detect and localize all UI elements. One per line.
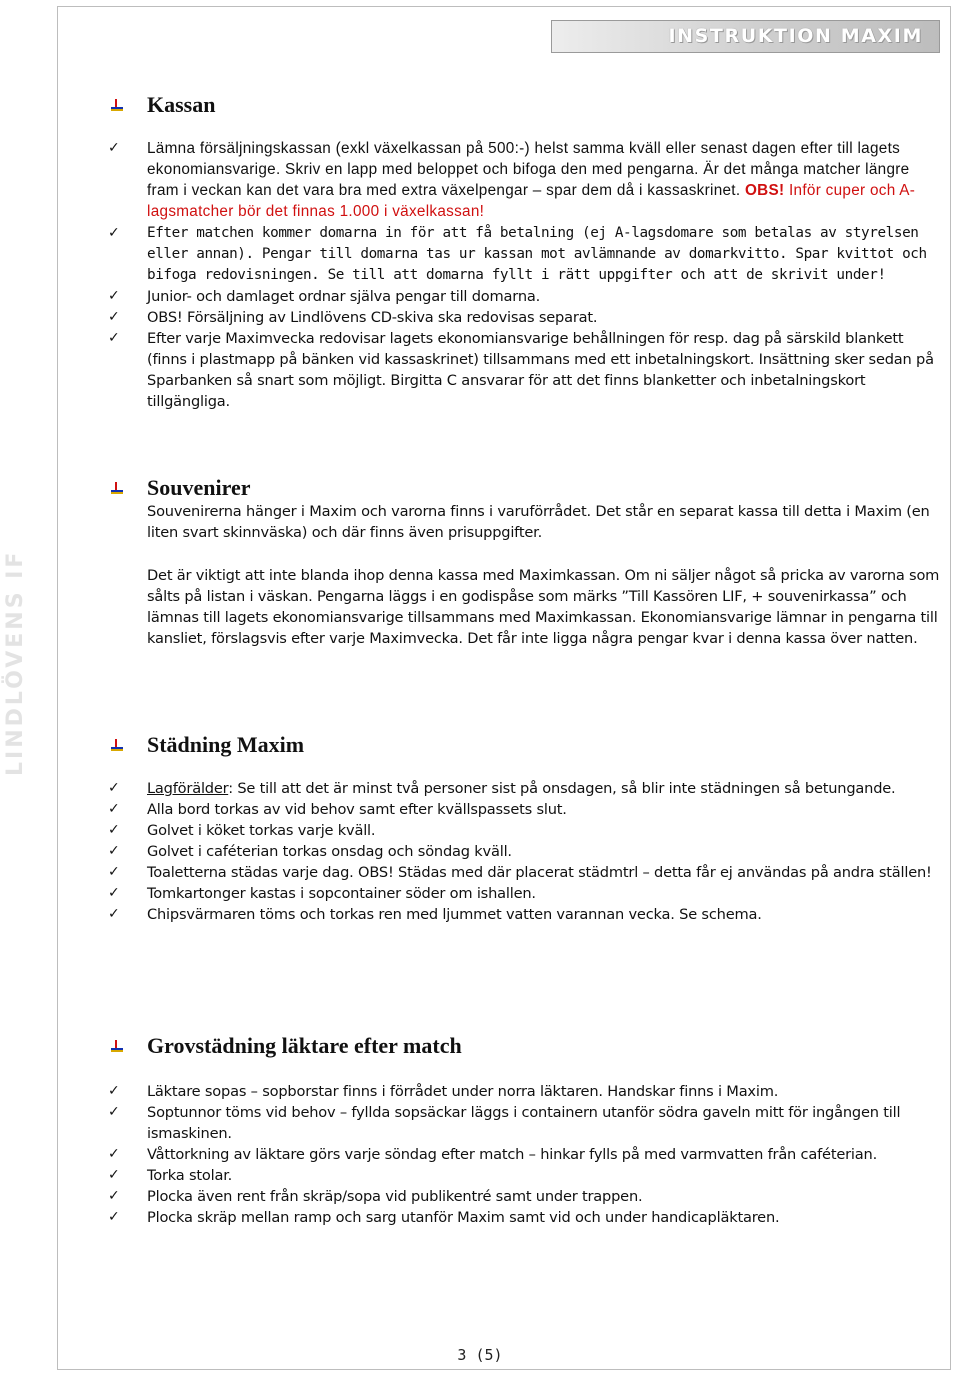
flag-bullet-icon [110, 738, 124, 752]
checkmark-icon: ✓ [108, 309, 120, 325]
souvenirer-paragraph-1: Souvenirerna hänger i Maxim och varorna finns i varuförrådet. Det står en separat kassa till detta i Maxim (en liten svart skinnväska) och där finns även prisuppgifter. [147, 503, 930, 541]
item-text: Toaletterna städas varje dag. OBS! Städas med där placerat städmtrl – detta får ej användas på andra ställen! [147, 864, 932, 881]
list-item [108, 1081, 942, 1102]
list-item [108, 799, 942, 820]
list-item [108, 1102, 942, 1144]
checkmark-icon: ✓ [108, 1167, 120, 1183]
list-item [108, 307, 942, 328]
section-grovstadning-heading [110, 1033, 462, 1059]
item-text: Golvet i köket torkas varje kväll. [147, 822, 376, 839]
header-title: INSTRUKTION MAXIM [668, 25, 923, 47]
item-text: Soptunnor töms vid behov – fyllda sopsäckar läggs i containern utanför södra gaveln mitt för ingången till ismaskinen. [147, 1104, 901, 1142]
checkmark-icon: ✓ [108, 885, 120, 901]
checkmark-icon: ✓ [108, 906, 120, 922]
stadning-list [108, 778, 942, 925]
item-text: Junior- och damlaget ordnar själva pengar till domarna. [147, 288, 541, 305]
list-item [108, 223, 942, 286]
item-text: Alla bord torkas av vid behov samt efter kvällspassets slut. [147, 801, 567, 818]
item-text: OBS! Försäljning av Lindlövens CD-skiva ska redovisas separat. [147, 309, 598, 326]
item-text: Läktare sopas – sopborstar finns i förrådet under norra läktaren. Handskar finns i Maxim. [147, 1083, 779, 1100]
header-band [551, 20, 940, 53]
flag-bullet-icon [110, 1039, 124, 1053]
list-item [108, 778, 942, 799]
souvenirer-paragraph-2: Det är viktigt att inte blanda ihop denna kassa med Maximkassan. Om ni säljer något så pricka av varorna som sålts på listan i väskan. Pengarna läggs i en godispåse som märks ”Till Kassören LIF, + souvenirkassa” och lämnas till lagets ekonomiansvarige tillsammans med Maximkassan. Ekonomiansvarige lämnar in pengarna till kansliet, förslagsvis efter varje Maximvecka. Det får inte ligga några pengar kvar i denna kassa över natten. [147, 567, 940, 647]
list-item [108, 138, 942, 222]
item-text: Lämna försäljningskassan (exkl växelkassan på 500:-) helst samma kväll eller senast dagen efter till lagets ekonomiansvarige. Skriv en lapp med beloppet och bifoga den med pengarna. Är det många matcher längre fram i veckan kan det vara bra med extra växelpengar – spar dem då i kassaskrinet. [147, 140, 910, 199]
list-item [108, 286, 942, 307]
item-text: Efter matchen kommer domarna in för att få betalning (ej A-lagsdomare som betalas av styrelsen eller annan). Pengar till domarna tas ur kassan mot avlämnande av domarkvitto. Spar kvittot och bifoga redovisningen. Se till att domarna fyllt i rätt uppgifter och att de skrivit under! [147, 225, 927, 283]
list-item [108, 1165, 942, 1186]
item-text: Våttorkning av läktare görs varje söndag efter match – hinkar fylls på med varmvatten från caféterian. [147, 1146, 878, 1163]
item-text: Torka stolar. [147, 1167, 233, 1184]
checkmark-icon: ✓ [108, 1104, 120, 1120]
section-kassan-heading [110, 92, 215, 118]
checkmark-icon: ✓ [108, 843, 120, 859]
section-title: Kassan [147, 92, 216, 117]
list-item [108, 904, 942, 925]
page-number: 3 (5) [457, 1346, 503, 1364]
flag-bullet-icon [110, 98, 124, 112]
list-item [108, 862, 942, 883]
section-title: Souvenirer [147, 475, 251, 500]
obs-text: Inför cuper och A-lagsmatcher bör det finnas 1.000 i växelkassan! [147, 182, 916, 220]
checkmark-icon: ✓ [108, 780, 120, 796]
item-label: Lagförälder [147, 780, 229, 797]
checkmark-icon: ✓ [108, 1188, 120, 1204]
list-item [108, 841, 942, 862]
checkmark-icon: ✓ [108, 140, 121, 156]
flag-bullet-icon [110, 481, 124, 495]
list-item [108, 820, 942, 841]
item-text: Tomkartonger kastas i sopcontainer söder om ishallen. [147, 885, 536, 902]
section-souvenirer-heading [110, 475, 250, 501]
checkmark-icon: ✓ [108, 822, 120, 838]
item-text: Plocka skräp mellan ramp och sarg utanför Maxim samt vid och under handicapläktaren. [147, 1209, 780, 1226]
section-title: Städning Maxim [147, 732, 305, 757]
checkmark-icon: ✓ [108, 801, 120, 817]
checkmark-icon: ✓ [108, 225, 120, 241]
list-item [108, 883, 942, 904]
item-text: Plocka även rent från skräp/sopa vid publikentré samt under trappen. [147, 1188, 643, 1205]
item-text: Golvet i caféterian torkas onsdag och söndag kväll. [147, 843, 512, 860]
list-item [108, 1144, 942, 1165]
side-watermark: LINDLÖVENS IF [3, 549, 28, 776]
section-stadning-heading [110, 732, 304, 758]
checkmark-icon: ✓ [108, 1083, 120, 1099]
list-item [108, 328, 942, 412]
grovstadning-list [108, 1081, 942, 1228]
checkmark-icon: ✓ [108, 864, 120, 880]
list-item [108, 1207, 942, 1228]
item-text: Chipsvärmaren töms och torkas ren med ljummet vatten varannan vecka. Se schema. [147, 906, 762, 923]
kassan-list-2 [108, 223, 942, 286]
list-item [108, 1186, 942, 1207]
item-text: : Se till att det är minst två personer sist på onsdagen, så blir inte städningen så betungande. [228, 780, 896, 797]
checkmark-icon: ✓ [108, 330, 120, 346]
obs-label: OBS! [744, 182, 785, 199]
checkmark-icon: ✓ [108, 288, 120, 304]
kassan-list-3 [108, 286, 942, 412]
item-text: Efter varje Maximvecka redovisar lagets ekonomiansvarige behållningen för resp. dag på särskild blankett (finns i plastmapp på bänken vid kassaskrinet) tillsammans med ett inbetalningskort. Insättning sker sedan på Sparbanken så snart som möjligt. Birgitta C ansvarar för att det finns blanketter och inbetalningskort tillgängliga. [147, 330, 934, 410]
section-title: Grovstädning läktare efter match [147, 1033, 462, 1058]
checkmark-icon: ✓ [108, 1209, 120, 1225]
kassan-list [108, 138, 942, 222]
checkmark-icon: ✓ [108, 1146, 120, 1162]
